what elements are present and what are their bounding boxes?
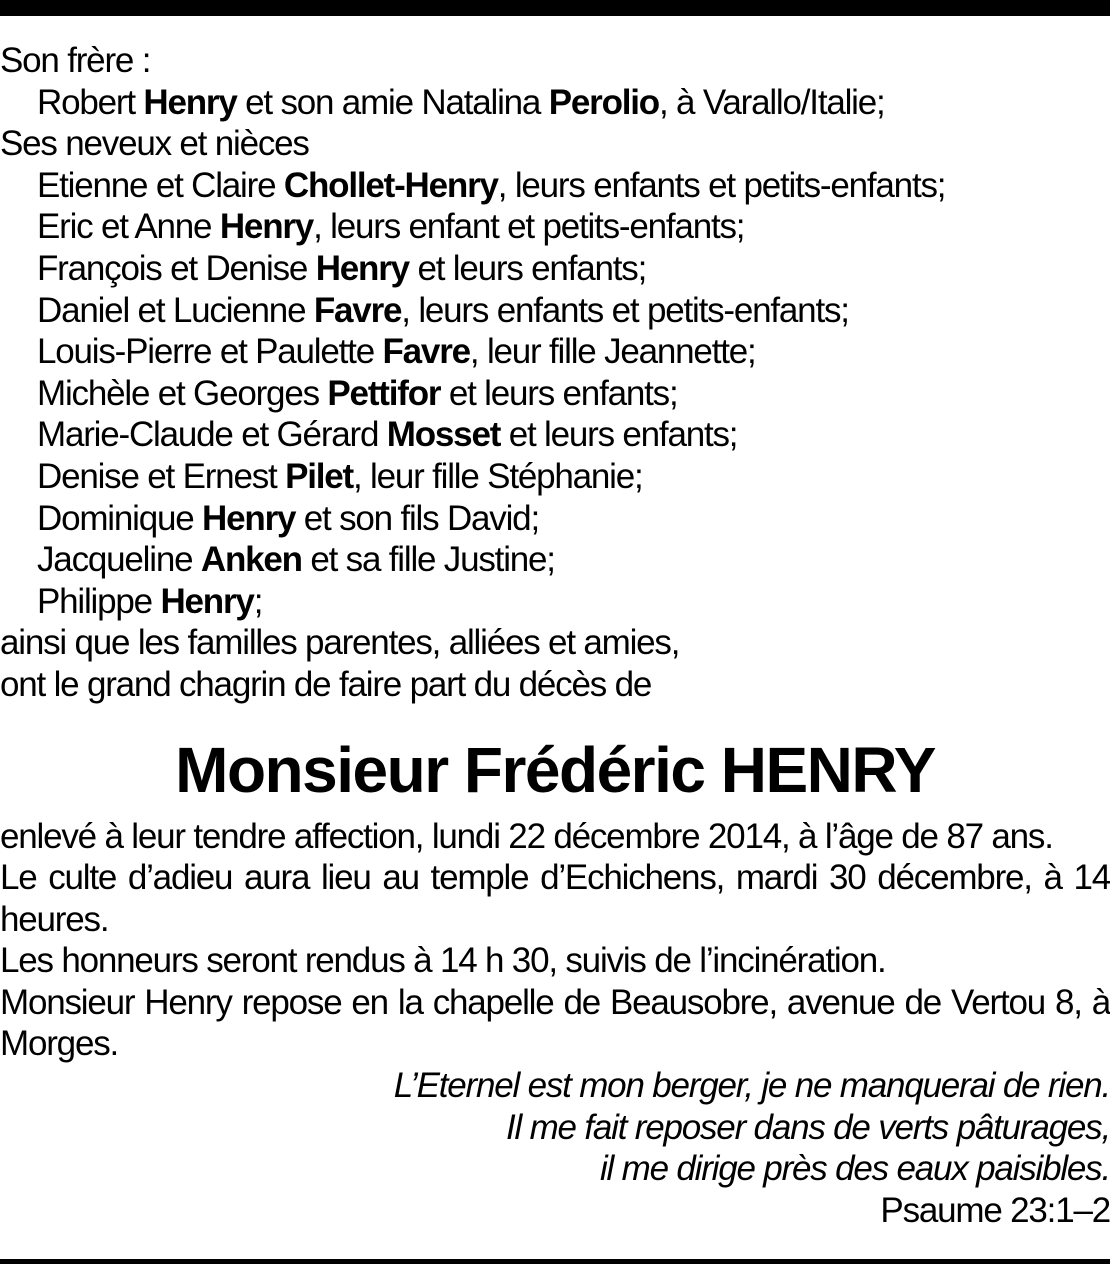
text: Jacqueline (37, 540, 201, 580)
relative-line (0, 290, 1110, 332)
text: et leurs enfants; (440, 373, 678, 413)
honours-paragraph: Les honneurs seront rendus à 14 h 30, suivis de l’incinération. (0, 941, 886, 981)
surname: Pilet (285, 456, 353, 496)
text: et leurs enfants; (408, 248, 647, 288)
surname: Henry (202, 498, 296, 538)
death-paragraph: enlevé à leur tendre affection, lundi 22 décembre 2014, à l’âge de 87 ans. (0, 816, 1053, 856)
relative-line (0, 581, 1110, 623)
text: Michèle et Georges (37, 373, 328, 413)
verse-line: Il me fait reposer dans de verts pâturages, (505, 1107, 1110, 1147)
text: , leurs enfants et petits-enfants; (401, 290, 849, 330)
surname: Anken (200, 540, 302, 580)
surname: Favre (382, 332, 470, 372)
surname: Pettifor (327, 373, 441, 413)
verse-line: il me dirige près des eaux paisibles. (599, 1149, 1110, 1189)
text: , leurs enfant et petits-enfants; (313, 207, 745, 247)
text: et sa fille Justine; (301, 540, 555, 580)
surname: Henry (219, 207, 314, 247)
intro-line: Son frère : (0, 41, 151, 80)
relative-line (0, 414, 1110, 456)
relative-line (0, 248, 1110, 290)
relative-line (0, 456, 1110, 498)
nephews-heading: Ses neveux et nièces (0, 124, 309, 164)
text: et leurs enfants; (500, 415, 738, 455)
brother-line (0, 82, 1110, 124)
deceased-name: Monsieur Frédéric HENRY (175, 733, 935, 806)
relative-line (0, 206, 1110, 248)
bottom-rule (0, 1259, 1110, 1264)
text: et son fils David; (295, 498, 539, 538)
top-rule (0, 0, 1110, 16)
service-paragraph: Le culte d’adieu aura lieu au temple d’Echichens, mardi 30 décembre, à 14 heures. (0, 858, 1110, 939)
text: Dominique (37, 498, 203, 538)
text: , leurs enfants et petits-enfants; (497, 165, 946, 205)
text: François et Denise (37, 248, 316, 288)
surname: Chollet-Henry (283, 165, 498, 205)
text: ; (253, 581, 263, 621)
relative-line (0, 373, 1110, 415)
text: , leur fille Jeannette; (469, 332, 756, 372)
verse-line: L’Eternel est mon berger, je ne manquerai de rien. (393, 1066, 1110, 1106)
text: Louis-Pierre et Paulette (37, 332, 383, 372)
surname: Henry (315, 248, 409, 288)
relative-line (0, 165, 1110, 207)
relative-line (0, 539, 1110, 581)
rest-paragraph: Monsieur Henry repose en la chapelle de Beausobre, avenue de Vertou 8, à Morges. (0, 982, 1110, 1064)
text: Marie-Claude et Gérard (37, 415, 387, 455)
text: Philippe (37, 581, 161, 621)
text: Robert (37, 82, 144, 122)
surname: Henry (160, 581, 254, 621)
text: Daniel et Lucienne (37, 290, 314, 330)
surname: Mosset (386, 415, 501, 455)
text: Denise et Ernest (37, 456, 286, 496)
text: , leur fille Stéphanie; (353, 456, 643, 496)
surname: Henry (143, 82, 237, 122)
relative-line (0, 498, 1110, 540)
verse-reference: Psaume 23:1–2 (880, 1190, 1110, 1230)
text: Eric et Anne (37, 207, 220, 247)
text: , à Varallo/Italie; (658, 82, 885, 122)
text: et son amie Natalina (236, 82, 549, 122)
families-line: ainsi que les familles parentes, alliées et amies, (0, 623, 680, 663)
text: Etienne et Claire (37, 165, 284, 205)
notice-body (0, 40, 1110, 1231)
relative-line (0, 331, 1110, 373)
announce-line: ont le grand chagrin de faire part du décès de (0, 664, 652, 704)
surname: Perolio (548, 82, 659, 122)
surname: Favre (313, 290, 402, 330)
